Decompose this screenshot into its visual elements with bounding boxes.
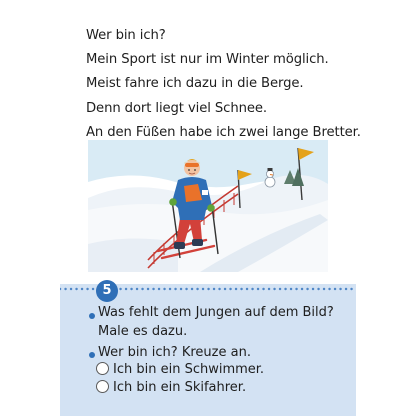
riddle-line: Mein Sport ist nur im Winter möglich. xyxy=(86,52,329,68)
option-2-checkbox[interactable] xyxy=(96,380,109,393)
bullet-icon xyxy=(89,313,95,319)
option-1-checkbox[interactable] xyxy=(96,362,109,375)
bullet-icon xyxy=(89,352,95,358)
riddle-line: An den Füßen habe ich zwei lange Bretter. xyxy=(86,124,361,140)
riddle-line: Wer bin ich? xyxy=(86,28,166,43)
question-1-line-2: Male es dazu. xyxy=(98,324,188,339)
riddle-text xyxy=(86,24,376,145)
riddle-line: Meist fahre ich dazu in die Berge. xyxy=(86,76,304,92)
task-number-badge: 5 xyxy=(96,280,118,302)
question-1-line-1: Was fehlt dem Jungen auf dem Bild? xyxy=(98,305,334,320)
riddle-line: Denn dort liegt viel Schnee. xyxy=(86,100,267,116)
option-1-label: Ich bin ein Schwimmer. xyxy=(113,362,265,377)
skier-scene xyxy=(88,140,328,272)
option-2-label: Ich bin ein Skifahrer. xyxy=(113,380,247,395)
skier-illustration xyxy=(88,140,328,272)
question-2: Wer bin ich? Kreuze an. xyxy=(98,345,251,360)
